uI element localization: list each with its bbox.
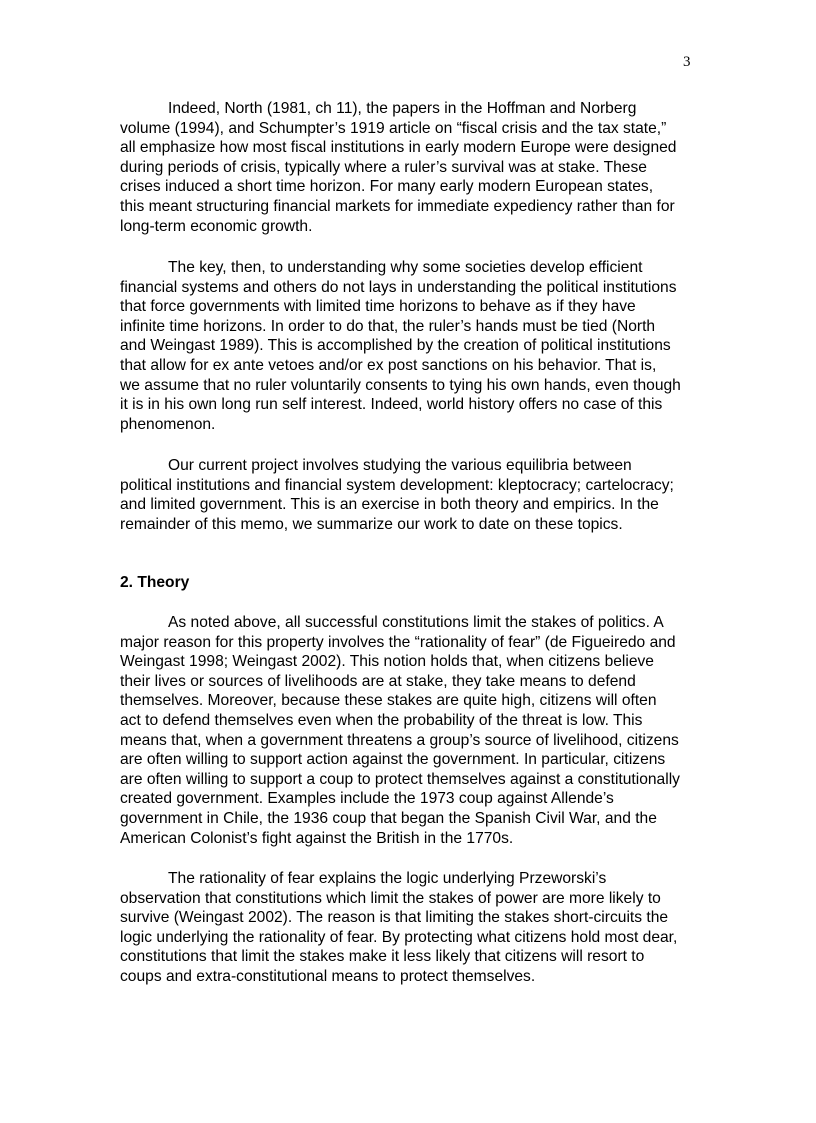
paragraph-line: created government. Examples include the 1973 coup against Allende’s: [120, 790, 614, 808]
paragraph-line: As noted above, all successful constitutions limit the stakes of politics. A: [168, 614, 664, 631]
paragraph-line: Indeed, North (1981, ch 11), the papers in the Hoffman and Norberg: [168, 100, 637, 117]
paragraph-line: crises induced a short time horizon. For many early modern European states,: [120, 178, 654, 196]
paragraph-line: that force governments with limited time horizons to behave as if they have: [120, 298, 636, 316]
paragraph-line: during periods of crisis, typically where a ruler’s survival was at stake. These: [120, 158, 647, 176]
paragraph-2: [120, 258, 720, 434]
paragraph-line: means that, when a government threatens a group’s source of livelihood, citizens: [120, 731, 679, 749]
paragraph-line: remainder of this memo, we summarize our work to date on these topics.: [120, 515, 623, 533]
paragraph-line: infinite time horizons. In order to do that, the ruler’s hands must be tied (North: [120, 317, 656, 335]
paragraph-line: that allow for ex ante vetoes and/or ex post sanctions on his behavior. That is,: [120, 356, 657, 374]
paragraph-line: The key, then, to understanding why some societies develop efficient: [168, 259, 643, 276]
paragraph-line: volume (1994), and Schumpter’s 1919 article on “fiscal crisis and the tax state,”: [120, 119, 667, 137]
paragraph-line: this meant structuring financial markets for immediate expediency rather than for: [120, 197, 675, 215]
paragraph-line: The rationality of fear explains the logic underlying Przeworski’s: [168, 870, 607, 887]
paragraph-1: [120, 99, 720, 236]
paragraph-line: survive (Weingast 2002). The reason is that limiting the stakes short-circuits the: [120, 909, 669, 927]
paragraph-4: [120, 613, 720, 848]
paragraph-line: themselves. Moreover, because these stakes are quite high, citizens will often: [120, 692, 657, 710]
paragraph-line: political institutions and financial system development: kleptocracy; cartelocracy;: [120, 476, 674, 494]
paragraph-line: logic underlying the rationality of fear. By protecting what citizens hold most dear,: [120, 928, 678, 946]
paragraph-line: financial systems and others do not lays in understanding the political institutions: [120, 278, 677, 296]
paragraph-line: are often willing to support action against the government. In particular, citizens: [120, 751, 666, 769]
paragraph-line: phenomenon.: [120, 415, 216, 433]
paragraph-line: government in Chile, the 1936 coup that began the Spanish Civil War, and the: [120, 809, 657, 827]
page-number: 3: [683, 54, 691, 70]
paragraph-line: it is in his own long run self interest. Indeed, world history offers no case of this: [120, 396, 663, 414]
paragraph-line: their lives or sources of livelihoods are at stake, they take means to defend: [120, 672, 636, 690]
paragraph-5: [120, 869, 720, 987]
paragraph-line: major reason for this property involves the “rationality of fear” (de Figueiredo and: [120, 633, 676, 651]
paragraph-line: observation that constitutions which limit the stakes of power are more likely to: [120, 889, 661, 907]
paragraph-line: Our current project involves studying the various equilibria between: [168, 457, 632, 474]
paragraph-line: Weingast 1998; Weingast 2002). This notion holds that, when citizens believe: [120, 653, 654, 671]
paragraph-line: and limited government. This is an exercise in both theory and empirics. In the: [120, 496, 659, 514]
paragraph-line: all emphasize how most fiscal institutions in early modern Europe were designed: [120, 139, 677, 157]
paragraph-line: are often willing to support a coup to protect themselves against a constitutionally: [120, 770, 680, 788]
paragraph-line: we assume that no ruler voluntarily consents to tying his own hands, even though: [120, 376, 681, 394]
paragraph-line: coups and extra-constitutional means to protect themselves.: [120, 967, 536, 985]
paragraph-line: American Colonist’s fight against the British in the 1770s.: [120, 829, 514, 847]
paragraph-line: long-term economic growth.: [120, 217, 313, 235]
section-heading: 2. Theory: [120, 574, 190, 591]
paragraph-line: and Weingast 1989). This is accomplished by the creation of political institutions: [120, 337, 671, 355]
paragraph-3: [120, 456, 720, 534]
paragraph-line: constitutions that limit the stakes make it less likely that citizens will resort to: [120, 948, 645, 966]
paragraph-line: act to defend themselves even when the probability of the threat is low. This: [120, 711, 643, 729]
